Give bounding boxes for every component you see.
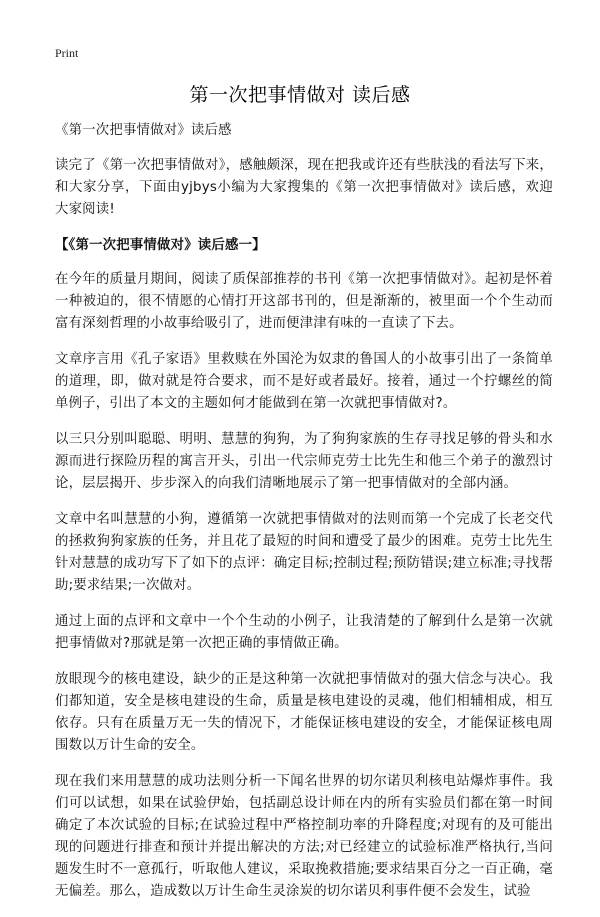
paragraph: 文章序言用《孔子家语》里救赎在外国沦为奴隶的鲁国人的小故事引出了一条简单的道理，即，做对就是符合要求，而不是好或者最好。接着，通过一个拧螺丝的简单例子，引出了本文的主题如何才能做到在第一次就把事情做对?。: [55, 352, 553, 411]
page-title: 第一次把事情做对 读后感: [189, 84, 411, 106]
paragraph: 在今年的质量月期间，阅读了质保部推荐的书刊《第一次把事情做对》。起初是怀着一种被迫的，很不情愿的心情打开这部书刊的，但是渐渐的，被里面一个个生动而富有深刻哲理的小故事给吸引了，进而便津津有味的一直读了下去。: [55, 272, 553, 331]
article-body: [55, 120, 553, 917]
paragraph: 以三只分别叫聪聪、明明、慧慧的狗狗，为了狗狗家族的生存寻找足够的骨头和水源而进行探险历程的寓言开头，引出一代宗师克劳士比先生和他三个弟子的激烈讨论，层层揭开、步步深入的向我们清晰地展示了第一把事情做对的全部内涵。: [55, 432, 553, 491]
article-subtitle: 《第一次把事情做对》读后感: [55, 123, 232, 138]
paragraph: 文章中名叫慧慧的小狗，遵循第一次就把事情做对的法则而第一个完成了长老交代的拯救狗狗家族的任务，并且花了最短的时间和遭受了最少的困难。克劳士比先生针对慧慧的成功写下了如下的点评：确定目标;控制过程;预防错误;建立标准;寻找帮助;要求结果;一次做对。: [55, 512, 553, 593]
print-label[interactable]: Print: [55, 46, 79, 60]
section-heading: 【《第一次把事情做对》读后感一】: [55, 238, 266, 253]
paragraph: 现在我们来用慧慧的成功法则分析一下闻名世界的切尔诺贝利核电站爆炸事件。我们可以试想，如果在试验伊始，包括副总设计师在内的所有实验员们都在第一时间确定了本次试验的目标;在试验过程中严格控制功率的升降程度;对现有的及可能出现的问题进行排查和预计并提出解决的方法;对已经建立的试验标准严格执行,当问题发生时不一意孤行，听取他人建议，采取挽救措施;要求结果百分之一百正确，毫无偏差。那么，造成数以万计生命生灵涂炭的切尔诺贝利事件便不会发生，试验: [55, 774, 553, 899]
paragraph: 通过上面的点评和文章中一个个生动的小例子，让我清楚的了解到什么是第一次就把事情做对?那就是第一次把正确的事情做正确。: [55, 614, 553, 651]
intro-paragraph: 读完了《第一次把事情做对》，感触颇深，现在把我或许还有些肤浅的看法写下来，和大家分享，下面由yjbys小编为大家搜集的《第一次把事情做对》读后感，欢迎大家阅读!: [55, 158, 553, 217]
paragraph: 放眼现今的核电建设，缺少的正是这种第一次就把事情做对的强大信念与决心。我们都知道，安全是核电建设的生命，质量是核电建设的灵魂，他们相辅相成，相互依存。只有在质量万无一失的情况下，才能保证核电建设的安全，才能保证核电周围数以万计生命的安全。: [55, 672, 553, 753]
